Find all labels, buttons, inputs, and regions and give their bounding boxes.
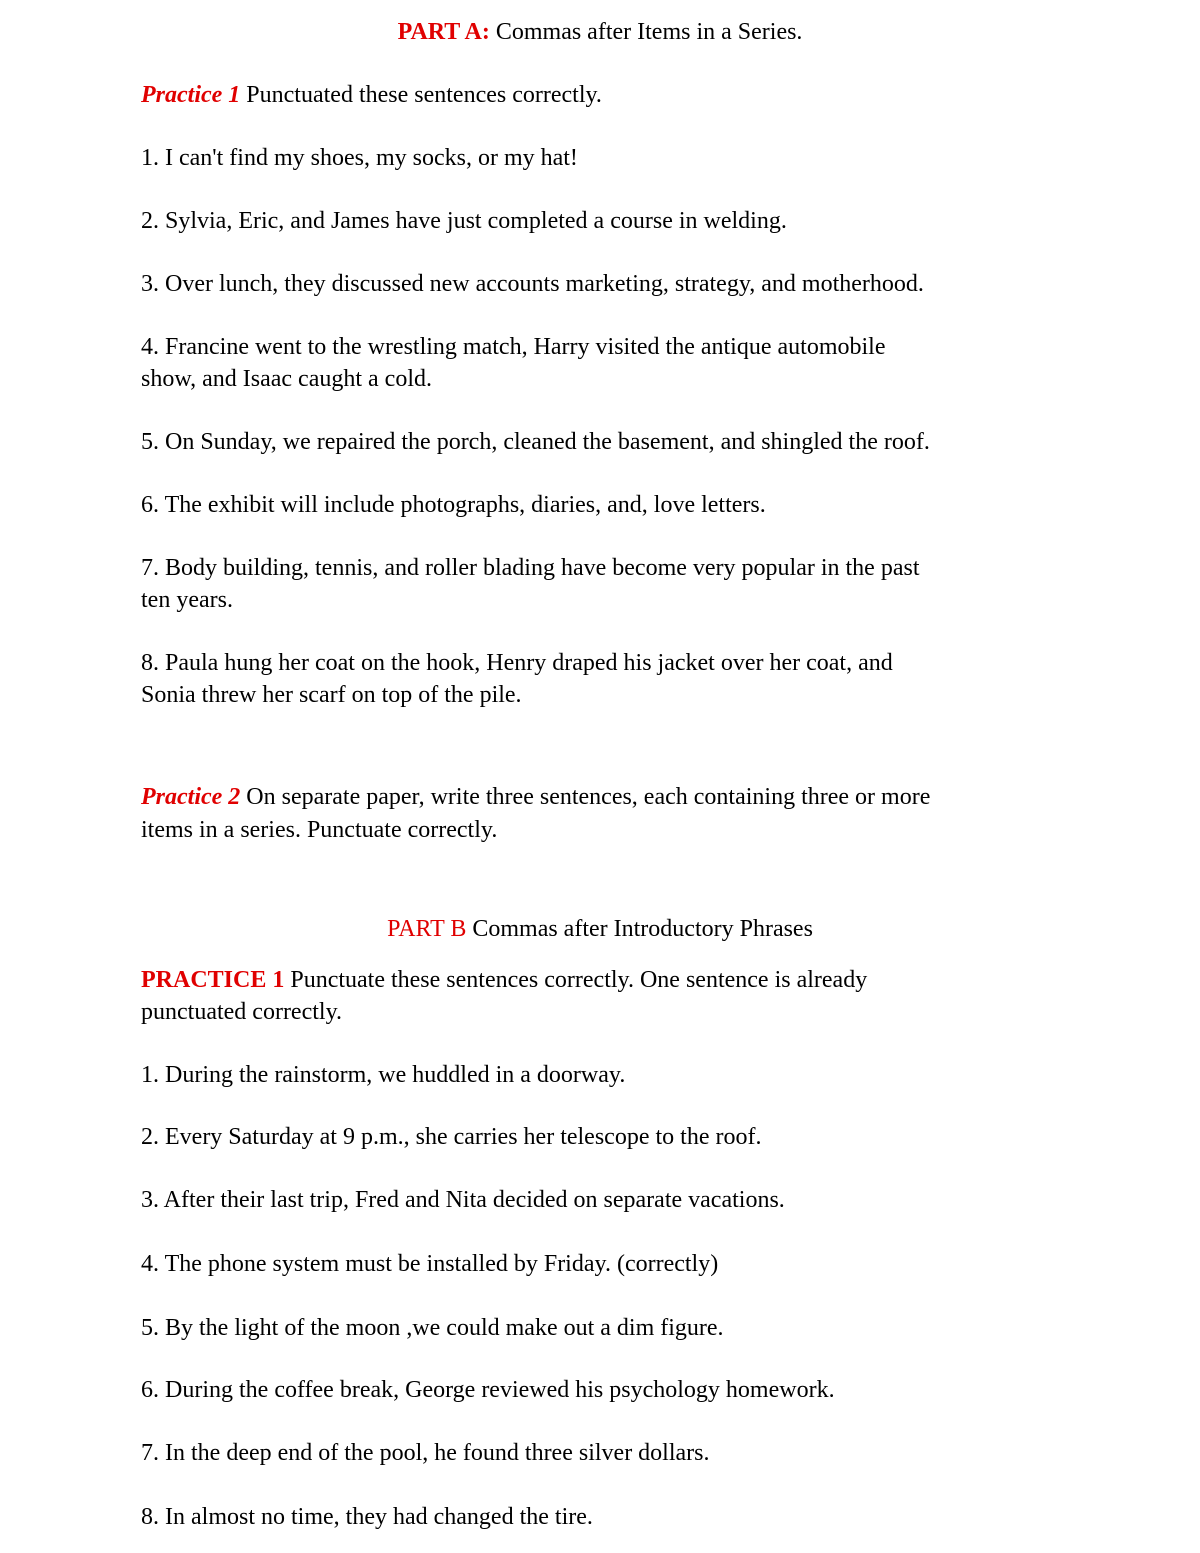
list-item: 7. Body building, tennis, and roller blading have become very popular in the past <box>141 555 920 581</box>
part-b-label: PART B <box>387 916 467 942</box>
list-item: 8. Paula hung her coat on the hook, Henry draped his jacket over her coat, and <box>141 650 893 676</box>
part-a-label: PART A: <box>397 19 490 45</box>
practice-2-label: Practice 2 <box>141 784 241 810</box>
practice-2-instruction: On separate paper, write three sentences, each containing three or more <box>246 784 931 810</box>
list-item: 3. Over lunch, they discussed new accounts marketing, strategy, and motherhood. <box>141 271 924 297</box>
list-item: 5. On Sunday, we repaired the porch, cleaned the basement, and shingled the roof. <box>141 429 930 455</box>
list-item: 6. The exhibit will include photographs, diaries, and, love letters. <box>141 492 766 518</box>
list-item: 7. In the deep end of the pool, he found three silver dollars. <box>141 1440 710 1466</box>
list-item-continued: Sonia threw her scarf on top of the pile. <box>141 682 522 708</box>
list-item: 4. The phone system must be installed by Friday. (correctly) <box>141 1251 719 1277</box>
practice-1-label: Practice 1 <box>141 82 241 108</box>
list-item-continued: ten years. <box>141 587 233 613</box>
part-b-practice-1-heading <box>141 964 1071 996</box>
list-item-continued: show, and Isaac caught a cold. <box>141 366 432 392</box>
list-item: 8. In almost no time, they had changed the tire. <box>141 1504 593 1530</box>
practice-2-instruction-continued: items in a series. Punctuate correctly. <box>141 817 498 843</box>
part-b-practice-1-instruction-continued: punctuated correctly. <box>141 999 343 1025</box>
list-item: 2. Sylvia, Eric, and James have just completed a course in welding. <box>141 208 787 234</box>
part-b-practice-1-label: PRACTICE 1 <box>141 967 285 993</box>
list-item: 1. During the rainstorm, we huddled in a doorway. <box>141 1062 626 1088</box>
practice-1-instruction: Punctuated these sentences correctly. <box>246 82 602 108</box>
list-item: 6. During the coffee break, George reviewed his psychology homework. <box>141 1377 835 1403</box>
part-b-practice-1-instruction: Punctuate these sentences correctly. One sentence is already <box>290 967 868 993</box>
list-item: 1. I can't find my shoes, my socks, or my hat! <box>141 145 578 171</box>
part-a-practice-2-heading <box>141 781 1071 813</box>
list-item: 4. Francine went to the wrestling match, Harry visited the antique automobile <box>141 334 886 360</box>
part-b-title: Commas after Introductory Phrases <box>472 916 813 942</box>
part-a-practice-1-heading <box>141 79 1071 111</box>
list-item: 5. By the light of the moon ,we could make out a dim figure. <box>141 1315 724 1341</box>
list-item: 3. After their last trip, Fred and Nita decided on separate vacations. <box>141 1187 785 1213</box>
list-item: 2. Every Saturday at 9 p.m., she carries her telescope to the roof. <box>141 1124 762 1150</box>
part-b-heading <box>0 913 1200 945</box>
part-a-heading <box>0 16 1200 48</box>
part-a-title: Commas after Items in a Series. <box>495 19 803 45</box>
